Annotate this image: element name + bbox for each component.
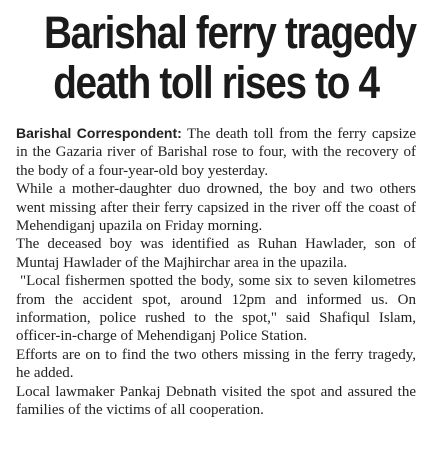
headline-line-2: death toll rises to 4 bbox=[53, 57, 379, 108]
paragraph-4: "Local fishermen spotted the body, some six to seven kilometres from the accident spot, around 12pm and informed us. On information, police rushed to the spot," said Shafiqul Islam, officer-in-charge of Mehendiganj Police Station. bbox=[16, 273, 416, 345]
paragraph-1-text: The death toll from the ferry capsize in the Gazaria river of Barishal rose to four, with the recovery of the body of a four-year-old boy yesterday. bbox=[16, 126, 417, 179]
headline-line-1: Barishal ferry tragedy bbox=[44, 7, 416, 58]
byline: Barishal Correspondent: bbox=[16, 125, 182, 141]
paragraph-1 bbox=[16, 124, 416, 180]
paragraph-6: Local lawmaker Pankaj Debnath visited the spot and assured the families of the victims of all cooperation. bbox=[16, 383, 416, 419]
paragraph-5: Efforts are on to find the two others missing in the ferry tragedy, he added. bbox=[16, 346, 416, 382]
article-body bbox=[16, 124, 416, 420]
paragraph-3: The deceased boy was identified as Ruhan Hawlader, son of Muntaj Hawlader of the Majhirchar area in the upazila. bbox=[16, 236, 416, 271]
headline bbox=[44, 7, 416, 108]
paragraph-2: While a mother-daughter duo drowned, the boy and two others went missing after their ferry capsized in the river off the coast of Mehendiganj upazila on Friday morning. bbox=[16, 181, 416, 235]
